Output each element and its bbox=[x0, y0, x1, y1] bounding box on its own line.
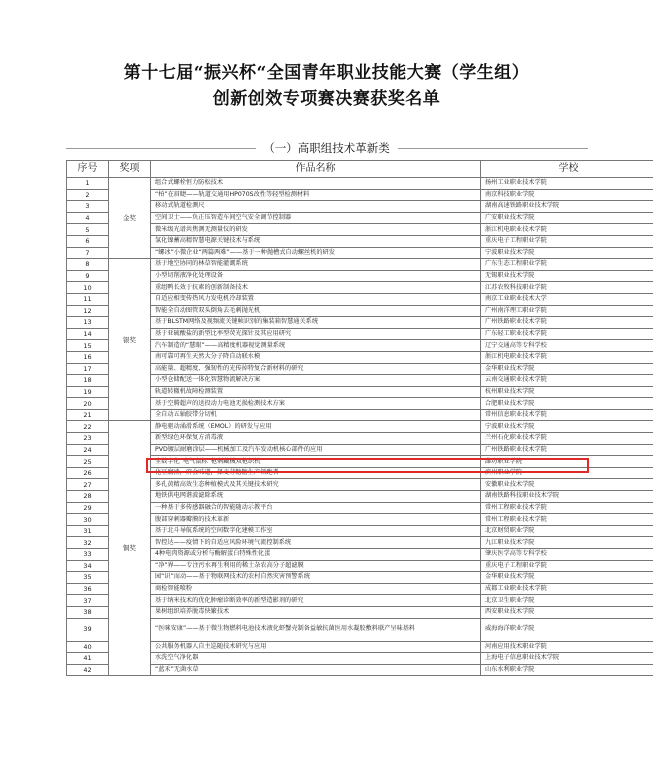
work-name: PVD镀层耐磨涂层——机械加工及汽车发动机核心部件的应用 bbox=[151, 444, 481, 456]
row-number: 34 bbox=[67, 560, 109, 572]
school-name: 北京卫生职业学院 bbox=[481, 595, 653, 607]
work-name: “净”界——专注污水再生利用的稀土杂农高分子超滤膜 bbox=[151, 560, 481, 572]
row-number: 32 bbox=[67, 537, 109, 549]
work-name: 基于空腾超声的送投动力电池无损检测技术方案 bbox=[151, 398, 481, 410]
row-number: 21 bbox=[67, 409, 109, 421]
row-number: 4 bbox=[67, 212, 109, 224]
table-row bbox=[67, 340, 653, 352]
school-name: 常州工程职业技术学院 bbox=[481, 514, 653, 526]
row-number: 37 bbox=[67, 595, 109, 607]
section-heading: （一）高职组技术革新类 bbox=[263, 141, 390, 155]
row-number: 19 bbox=[67, 386, 109, 398]
school-name: 浙江机电职业技术学院 bbox=[481, 224, 653, 236]
school-name: 广州铁路职业技术学院 bbox=[481, 317, 653, 329]
school-name: 浙江机电职业技术学院 bbox=[481, 351, 653, 363]
school-name: 常州信息职业技术学院 bbox=[481, 409, 653, 421]
row-number: 27 bbox=[67, 479, 109, 491]
school-name: 山东水利职业学院 bbox=[481, 664, 653, 676]
work-name: 新型绿色环保复方消毒液 bbox=[151, 433, 481, 445]
row-number: 36 bbox=[67, 583, 109, 595]
table-row bbox=[67, 583, 653, 595]
school-name: 成都工业职业技术学院 bbox=[481, 583, 653, 595]
school-name: 辽宁交通高等专科学校 bbox=[481, 340, 653, 352]
row-number: 35 bbox=[67, 572, 109, 584]
table-row bbox=[67, 421, 653, 433]
table-row bbox=[67, 282, 653, 294]
row-number: 8 bbox=[67, 259, 109, 271]
school-name: 威海海洋职业学院 bbox=[481, 618, 653, 641]
work-name: 空间卫士——负正压智造车间空气安全调节控制器 bbox=[151, 212, 481, 224]
table-row bbox=[67, 178, 653, 190]
table-row bbox=[67, 305, 653, 317]
row-number: 17 bbox=[67, 363, 109, 375]
table-row bbox=[67, 525, 653, 537]
table-row bbox=[67, 409, 653, 421]
row-number: 3 bbox=[67, 201, 109, 213]
row-number: 14 bbox=[67, 328, 109, 340]
header-school: 学校 bbox=[481, 161, 653, 178]
school-name: 北京财贸职业学院 bbox=[481, 525, 653, 537]
school-name: 南京科技职业学院 bbox=[481, 189, 653, 201]
work-name: “蓝禾”无菌水草 bbox=[151, 664, 481, 676]
school-name: 湖南铁路科技职业技术学院 bbox=[481, 491, 653, 503]
work-name: 南可靠可再生天然大分子降自动联水模 bbox=[151, 351, 481, 363]
table-row bbox=[67, 375, 653, 387]
row-number: 16 bbox=[67, 351, 109, 363]
table-row bbox=[67, 549, 653, 561]
school-name: 金华职业技术学院 bbox=[481, 572, 653, 584]
row-number: 5 bbox=[67, 224, 109, 236]
table-row bbox=[67, 502, 653, 514]
work-name: 组合式螺栓恒力防松技术 bbox=[151, 178, 481, 190]
table-row bbox=[67, 224, 653, 236]
school-name: 九江职业技术学院 bbox=[481, 537, 653, 549]
school-name: 南京工业职业技术大学 bbox=[481, 293, 653, 305]
row-number: 12 bbox=[67, 305, 109, 317]
row-number: 22 bbox=[67, 421, 109, 433]
work-name: 基于地空协同的林草智能灌溉系统 bbox=[151, 259, 481, 271]
work-name: 4种电肉资源或分析与酶解蛋白特殊性化蛋 bbox=[151, 549, 481, 561]
school-name: 湖南高速铁路职业技术学院 bbox=[481, 201, 653, 213]
school-name: 江苏农牧科技职业学院 bbox=[481, 282, 653, 294]
table-row bbox=[67, 363, 653, 375]
awards-table bbox=[66, 160, 653, 676]
work-name: 高能量、超精度、强韧性的光传掉特复合新材料的研究 bbox=[151, 363, 481, 375]
document-title: 第十七届“振兴杯“全国青年职业技能大赛（学生组） bbox=[123, 63, 530, 83]
header-number: 序号 bbox=[67, 161, 109, 178]
row-number: 38 bbox=[67, 606, 109, 618]
row-number: 25 bbox=[67, 456, 109, 468]
school-name: 宁波职业技术学院 bbox=[481, 247, 653, 259]
table-row bbox=[67, 514, 653, 526]
header-work-name: 作品名称 bbox=[151, 161, 481, 178]
work-name: 移动式轨道检测尺 bbox=[151, 201, 481, 213]
school-name: 滨州职业学院 bbox=[481, 467, 653, 479]
school-name: 广州铁路职业技术学院 bbox=[481, 444, 653, 456]
row-number: 28 bbox=[67, 491, 109, 503]
work-name: 多孔黄精高效生态种植模式及其关键技术研究 bbox=[151, 479, 481, 491]
work-name: 小型切削液净化处理设备 bbox=[151, 270, 481, 282]
school-name: 河南应用技术职业学院 bbox=[481, 641, 653, 653]
work-name: 微米级光谱共焦测无测量仪的研发 bbox=[151, 224, 481, 236]
row-number: 7 bbox=[67, 247, 109, 259]
school-name: 安徽职业技术学院 bbox=[481, 479, 653, 491]
section-divider-right bbox=[398, 148, 588, 149]
work-name: 化豆腐渣，府会味道，择麦芽糖糖生产领跑者 bbox=[151, 467, 481, 479]
row-number: 18 bbox=[67, 375, 109, 387]
row-number: 9 bbox=[67, 270, 109, 282]
document-subtitle: 创新创效专项赛决赛获奖名单 bbox=[212, 89, 441, 109]
work-name: 水洗空气净化器 bbox=[151, 653, 481, 665]
work-name: 基于BLSTM网络及视频流关键帧识别的集装箱智慧通关系统 bbox=[151, 317, 481, 329]
school-name: 肇庆医学高等专科学校 bbox=[481, 549, 653, 561]
school-name: 广东生态工程职业学院 bbox=[481, 259, 653, 271]
row-number: 39 bbox=[67, 618, 109, 641]
work-name: 全自动五轴胶带分切机 bbox=[151, 409, 481, 421]
table-row bbox=[67, 641, 653, 653]
row-number: 40 bbox=[67, 641, 109, 653]
school-name: 广安职业技术学院 bbox=[481, 212, 653, 224]
row-number: 1 bbox=[67, 178, 109, 190]
header-award: 奖项 bbox=[109, 161, 151, 178]
work-name: “柏”在眉睫——轨道交通用HP070S改性等轻型检测材料 bbox=[151, 189, 481, 201]
school-name: 无锡职业技术学院 bbox=[481, 270, 653, 282]
work-name: 基于亚硫酸盐的新型比率型荧光探针及其应用研究 bbox=[151, 328, 481, 340]
school-name: 云南交通职业技术学院 bbox=[481, 375, 653, 387]
table-header-row bbox=[67, 161, 653, 178]
row-number: 41 bbox=[67, 653, 109, 665]
school-name: 潍坊职业学院 bbox=[481, 456, 653, 468]
school-name: 杭州职业技术学院 bbox=[481, 386, 653, 398]
row-number: 24 bbox=[67, 444, 109, 456]
work-name: 商检智能喷粉 bbox=[151, 583, 481, 595]
work-name: 基于北斗导航系统的空间数字化建模工作室 bbox=[151, 525, 481, 537]
table-row bbox=[67, 259, 653, 271]
work-name: 氢化镍蓄高精智慧电源关键技术与系统 bbox=[151, 235, 481, 247]
table-row bbox=[67, 398, 653, 410]
table-row bbox=[67, 560, 653, 572]
work-name: 重组鸭长效于抗素的创新制备技术 bbox=[151, 282, 481, 294]
row-number: 29 bbox=[67, 502, 109, 514]
work-name: 全数字化“电气鼠标”枪刺藏械双枪织机 bbox=[151, 456, 481, 468]
work-name: 智能全自动图管双头倒角去毛刺抛光机 bbox=[151, 305, 481, 317]
table-row bbox=[67, 235, 653, 247]
row-number: 33 bbox=[67, 549, 109, 561]
work-name: 小型仓储配送一体化智慧物流解决方案 bbox=[151, 375, 481, 387]
row-number: 26 bbox=[67, 467, 109, 479]
school-name: 金华职业技术学院 bbox=[481, 363, 653, 375]
work-name: 汽车制造的“慧眼”——高精度机器视觉测量系统 bbox=[151, 340, 481, 352]
table-row bbox=[67, 270, 653, 282]
school-name: 兰州石化职业技术学院 bbox=[481, 433, 653, 445]
table-row bbox=[67, 212, 653, 224]
work-name: 果树组织培养脱毒快繁技术 bbox=[151, 606, 481, 618]
row-number: 31 bbox=[67, 525, 109, 537]
table-row bbox=[67, 595, 653, 607]
work-name: 一种基于多传感器融合的智能随动示教平台 bbox=[151, 502, 481, 514]
table-body bbox=[67, 178, 653, 676]
work-name: 静电驱动涌滑系统（EMOL）的研发与应用 bbox=[151, 421, 481, 433]
school-name: 广东轻工职业技术学院 bbox=[481, 328, 653, 340]
work-name: 公共服务机器人自主巡随技术研究与应用 bbox=[151, 641, 481, 653]
school-name: 合肥职业技术学院 bbox=[481, 398, 653, 410]
school-name: 常州工程职业技术学院 bbox=[481, 502, 653, 514]
work-name: 智控达——疫情下的自适应风险环境气流控制系统 bbox=[151, 537, 481, 549]
work-name: 自适应相变传热风力发电机冷却装置 bbox=[151, 293, 481, 305]
work-name: 园“识”而动——基于物联网技术的农村自然灾害预警系统 bbox=[151, 572, 481, 584]
table-row bbox=[67, 444, 653, 456]
school-name: 扬州工业职业技术学院 bbox=[481, 178, 653, 190]
school-name: 重庆电子工程职业学院 bbox=[481, 235, 653, 247]
award-silver: 银奖 bbox=[109, 259, 151, 421]
school-name: 上海电子信息职业技术学院 bbox=[481, 653, 653, 665]
table-row bbox=[67, 201, 653, 213]
award-bronze: 铜奖 bbox=[109, 421, 151, 676]
row-number: 15 bbox=[67, 340, 109, 352]
table-row bbox=[67, 653, 653, 665]
table-row bbox=[67, 189, 653, 201]
work-name: 轨道转辙机故障检测装置 bbox=[151, 386, 481, 398]
work-name: “螺冰”小微企业“两篇两难”——基于一种抛槽式自动螺丝机的研发 bbox=[151, 247, 481, 259]
award-gold: 金奖 bbox=[109, 178, 151, 259]
work-name: 腹部穿刺器瓣膜的技术革新 bbox=[151, 514, 481, 526]
row-number: 23 bbox=[67, 433, 109, 445]
table-row bbox=[67, 618, 653, 641]
table-row bbox=[67, 351, 653, 363]
table-row bbox=[67, 479, 653, 491]
table-row bbox=[67, 572, 653, 584]
row-number: 2 bbox=[67, 189, 109, 201]
row-number: 6 bbox=[67, 235, 109, 247]
row-number: 42 bbox=[67, 664, 109, 676]
row-number: 11 bbox=[67, 293, 109, 305]
row-number: 30 bbox=[67, 514, 109, 526]
work-name: 基于纳米技术的优化肿瘤诊断效率的新型造影剂的研究 bbox=[151, 595, 481, 607]
table-row bbox=[67, 537, 653, 549]
table-row bbox=[67, 606, 653, 618]
table-row bbox=[67, 433, 653, 445]
row-23-highlight-box bbox=[146, 458, 589, 473]
row-number: 10 bbox=[67, 282, 109, 294]
table-row bbox=[67, 317, 653, 329]
table-row bbox=[67, 293, 653, 305]
work-name: 地铁供电网谐波滤除系统 bbox=[151, 491, 481, 503]
table-row bbox=[67, 386, 653, 398]
school-name: 重庆电子工程职业学院 bbox=[481, 560, 653, 572]
school-name: 西安职业技术学院 bbox=[481, 606, 653, 618]
row-number: 20 bbox=[67, 398, 109, 410]
school-name: 宁波职业技术学院 bbox=[481, 421, 653, 433]
table-row bbox=[67, 664, 653, 676]
table-row bbox=[67, 247, 653, 259]
school-name: 广州南洋理工职业学院 bbox=[481, 305, 653, 317]
table-row bbox=[67, 491, 653, 503]
table-row bbox=[67, 328, 653, 340]
work-name: “医咪安康”——基于微生物燃料电池技术液化虾蟹壳制备益敏抗菌医用水凝胶敷料联产呈味基料 bbox=[151, 618, 481, 641]
row-number: 13 bbox=[67, 317, 109, 329]
